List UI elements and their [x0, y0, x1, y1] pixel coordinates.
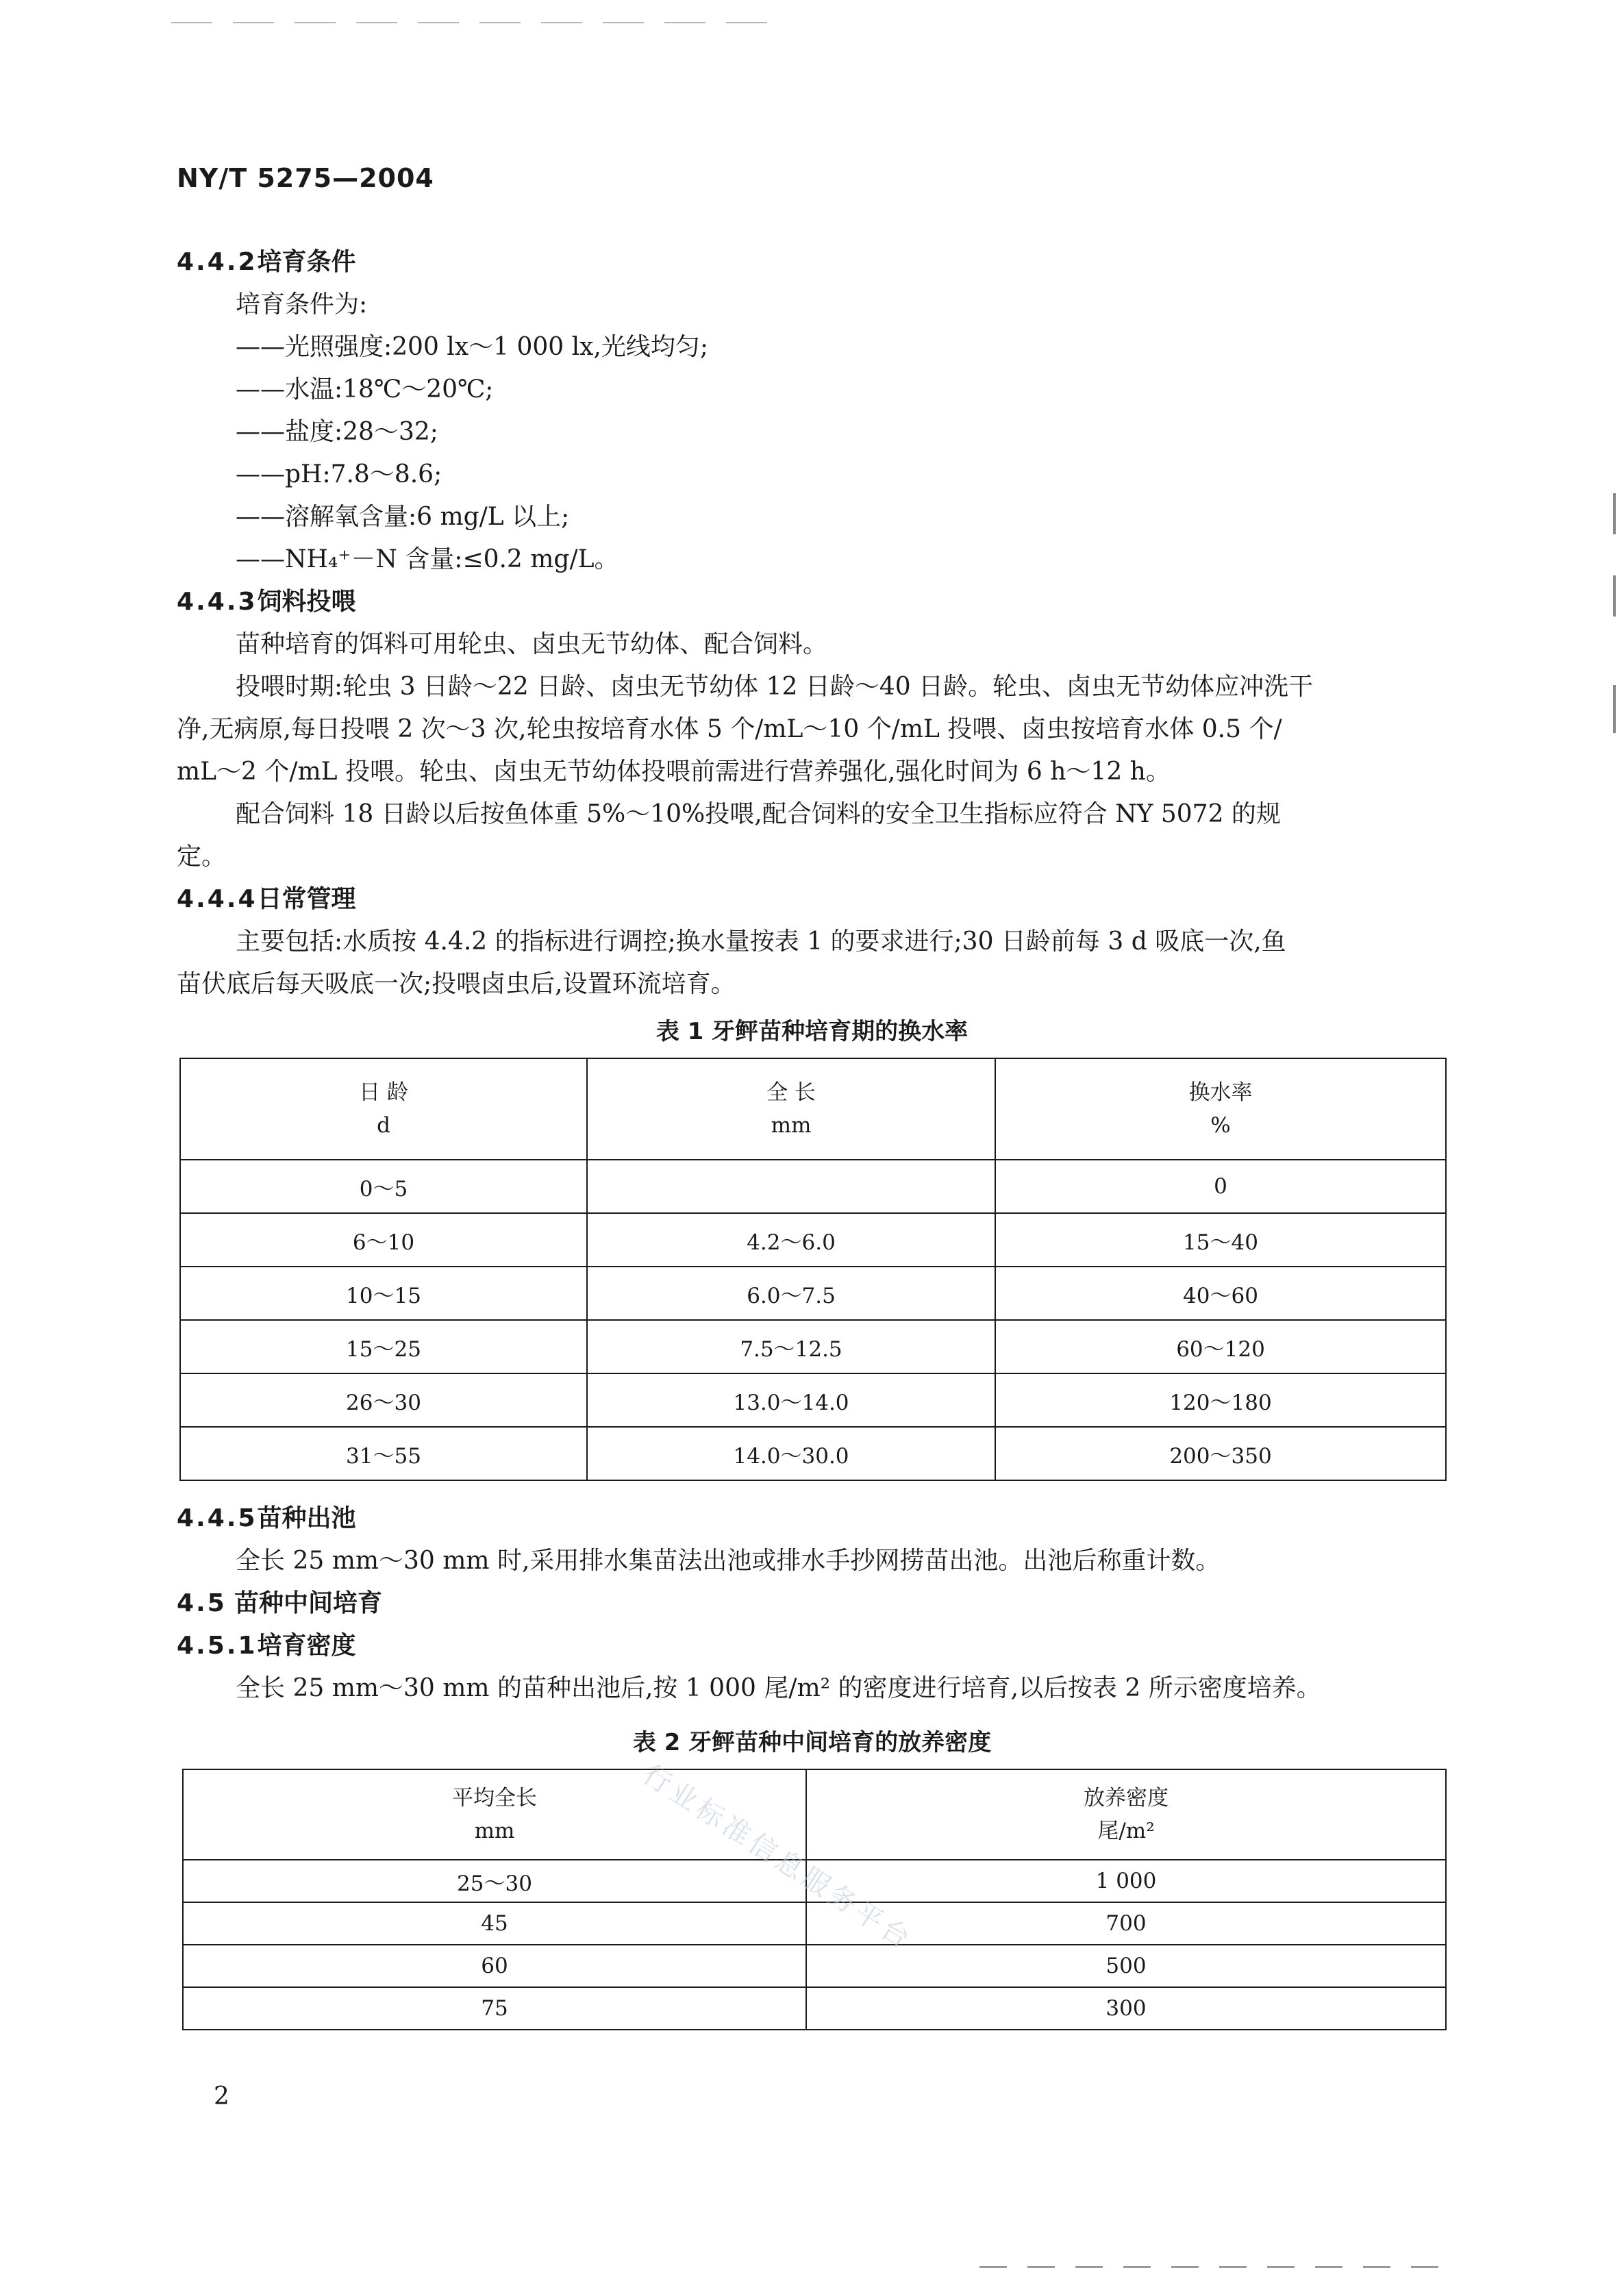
table-cell: 60～120	[995, 1320, 1446, 1373]
paragraph-line: 主要包括:水质按 4.4.2 的指标进行调控;换水量按表 1 的要求进行;30 日龄前每 3 d 吸底一次,鱼	[236, 927, 1286, 956]
table-cell: 0	[995, 1160, 1446, 1213]
paragraph-line: 配合饲料 18 日龄以后按鱼体重 5%～10%投喂,配合饲料的安全卫生指标应符合 NY 5072 的规	[236, 800, 1281, 828]
section-heading	[177, 1582, 1448, 1625]
section-4-4-5-to-4-5-1	[177, 1497, 1448, 1710]
section-number: 4.4.2	[177, 248, 258, 276]
standard-code: NY/T 5275—2004	[177, 163, 434, 193]
header-name: 全 长	[766, 1080, 816, 1105]
table-row	[183, 1902, 1446, 1945]
section-heading	[177, 241, 1448, 284]
table-1	[179, 1058, 1447, 1481]
page-number: 2	[214, 2082, 229, 2110]
table-cell: 25～30	[183, 1860, 806, 1902]
section-4-4-3	[177, 581, 1448, 878]
section-title: 培育密度	[257, 1632, 356, 1660]
section-title: 饲料投喂	[257, 588, 356, 616]
paragraph-line: 苗伏底后每天吸底一次;投喂卤虫后,设置环流培育。	[177, 970, 736, 998]
table-cell: 120～180	[995, 1373, 1446, 1427]
scan-edge-mark	[1613, 575, 1616, 617]
section-title: 日常管理	[257, 885, 356, 913]
table-cell: 60	[183, 1945, 806, 1987]
scan-edge-mark	[1613, 493, 1616, 534]
paragraph-line: mL～2 个/mL 投喂。轮虫、卤虫无节幼体投喂前需进行营养强化,强化时间为 6 h～12 h。	[177, 758, 1171, 786]
table-cell: 7.5～12.5	[587, 1320, 995, 1373]
header-name: 放养密度	[1084, 1786, 1169, 1810]
table-cell: 26～30	[180, 1373, 587, 1427]
section-heading	[177, 1497, 1448, 1540]
section-4-4-2	[177, 241, 1448, 581]
table-cell	[587, 1160, 995, 1213]
paragraph: 苗种培育的饵料可用轮虫、卤虫无节幼体、配合饲料。	[236, 630, 828, 658]
section-4-4-4	[177, 878, 1448, 1006]
list-item: ——pH:7.8～8.6;	[236, 460, 442, 488]
paragraph-line: 投喂时期:轮虫 3 日龄～22 日龄、卤虫无节幼体 12 日龄～40 日龄。轮虫、卤虫无节幼体应冲洗干	[236, 673, 1314, 701]
section-number: 4.4.3	[177, 588, 258, 616]
table-row	[180, 1160, 1446, 1213]
table-cell: 15～25	[180, 1320, 587, 1373]
header-unit: mm	[771, 1113, 812, 1138]
section-number: 4.4.4	[177, 885, 258, 913]
table-cell: 4.2～6.0	[587, 1213, 995, 1267]
paragraph: 培育条件为:	[236, 290, 368, 319]
list-item: ——光照强度:200 lx～1 000 lx,光线均匀;	[236, 333, 708, 361]
table-cell: 6.0～7.5	[587, 1267, 995, 1320]
table-cell: 6～10	[180, 1213, 587, 1267]
table-row	[180, 1267, 1446, 1320]
list-item: ——溶解氧含量:6 mg/L 以上;	[236, 503, 570, 531]
list-item: ——NH₄⁺－N 含量:≤0.2 mg/L。	[236, 545, 619, 573]
table-row	[183, 1987, 1446, 2030]
section-title: 培育条件	[257, 248, 356, 276]
section-number: 4.4.5	[177, 1504, 258, 1532]
paragraph: 全长 25 mm～30 mm 的苗种出池后,按 1 000 尾/m² 的密度进行培育,以后按表 2 所示密度培养。	[236, 1674, 1321, 1702]
table-cell: 40～60	[995, 1267, 1446, 1320]
table-cell: 1 000	[806, 1860, 1446, 1902]
table-row	[180, 1373, 1446, 1427]
section-title: 苗种中间培育	[234, 1589, 383, 1617]
header-unit: mm	[474, 1819, 515, 1843]
table-row	[180, 1213, 1446, 1267]
table-row	[180, 1427, 1446, 1480]
header-cell	[180, 1058, 587, 1160]
table-cell: 700	[806, 1902, 1446, 1945]
header-unit: %	[1210, 1113, 1231, 1138]
table-1-caption: 表 1 牙鲆苗种培育期的换水率	[655, 1018, 969, 1045]
header-name: 日 龄	[359, 1080, 408, 1105]
header-cell	[995, 1058, 1446, 1160]
header-name: 平均全长	[452, 1786, 537, 1810]
list-item: ——水温:18℃～20℃;	[236, 375, 494, 403]
table-cell: 0～5	[180, 1160, 587, 1213]
section-heading	[177, 878, 1448, 921]
section-heading	[177, 1625, 1448, 1667]
header-name: 换水率	[1188, 1080, 1253, 1105]
table-header-row	[183, 1769, 1446, 1860]
section-title: 苗种出池	[257, 1504, 356, 1532]
watermark: 行业标准信息服务平台	[637, 1758, 919, 1957]
scan-bottom-edge	[979, 2266, 1459, 2268]
table-cell: 75	[183, 1987, 806, 2030]
table-row	[180, 1320, 1446, 1373]
table-cell: 200～350	[995, 1427, 1446, 1480]
paragraph: 全长 25 mm～30 mm 时,采用排水集苗法出池或排水手抄网捞苗出池。出池后称重计数。	[236, 1547, 1221, 1575]
table-cell: 13.0～14.0	[587, 1373, 995, 1427]
table-row	[183, 1945, 1446, 1987]
table-cell: 14.0～30.0	[587, 1427, 995, 1480]
paragraph-line: 净,无病原,每日投喂 2 次～3 次,轮虫按培育水体 5 个/mL～10 个/mL 投喂、卤虫按培育水体 0.5 个/	[177, 715, 1282, 743]
section-number: 4.5	[177, 1589, 227, 1617]
list-item: ——盐度:28～32;	[236, 418, 438, 446]
table-cell: 31～55	[180, 1427, 587, 1480]
section-number: 4.5.1	[177, 1632, 258, 1660]
section-heading	[177, 581, 1448, 623]
table-header-row	[180, 1058, 1446, 1160]
paragraph-line: 定。	[177, 843, 227, 871]
header-cell	[587, 1058, 995, 1160]
scan-top-edge	[171, 22, 774, 23]
header-cell	[806, 1769, 1446, 1860]
header-unit: d	[377, 1113, 390, 1138]
scan-edge-mark	[1613, 685, 1616, 733]
table-cell: 500	[806, 1945, 1446, 1987]
table-cell: 10～15	[180, 1267, 587, 1320]
header-unit: 尾/m²	[1097, 1819, 1155, 1843]
table-cell: 300	[806, 1987, 1446, 2030]
table-cell: 15～40	[995, 1213, 1446, 1267]
table-cell: 45	[183, 1902, 806, 1945]
table-2-caption: 表 2 牙鲆苗种中间培育的放养密度	[632, 1729, 992, 1756]
